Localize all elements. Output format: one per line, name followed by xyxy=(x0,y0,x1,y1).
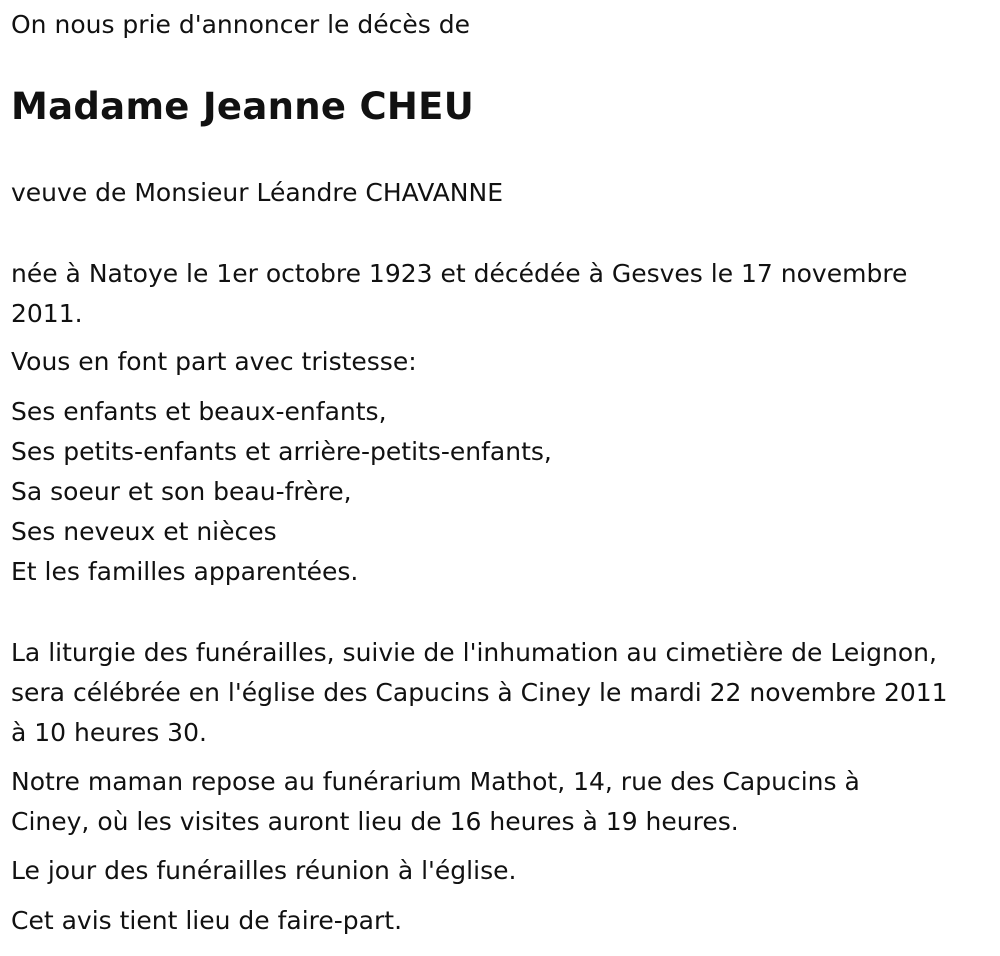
liturgy-paragraph xyxy=(11,633,948,753)
family-item: Ses neveux et nièces xyxy=(11,517,277,546)
liturgy-line: à 10 heures 30. xyxy=(11,718,207,747)
meeting-text: Le jour des funérailles réunion à l'église. xyxy=(11,856,517,885)
birth-line-1: née à Natoye le 1er octobre 1923 et décédée à Gesves le 17 novembre xyxy=(11,259,908,288)
funeral-home-line: Ciney, où les visites auront lieu de 16 heures à 19 heures. xyxy=(11,807,739,836)
family-item: Ses enfants et beaux-enfants, xyxy=(11,397,387,426)
family-item: Sa soeur et son beau-frère, xyxy=(11,477,352,506)
closing-text: Cet avis tient lieu de faire-part. xyxy=(11,906,403,935)
funeral-home-line: Notre maman repose au funérarium Mathot, 14, rue des Capucins à xyxy=(11,767,860,796)
widow-text: veuve de Monsieur Léandre CHAVANNE xyxy=(11,178,503,207)
liturgy-line: La liturgie des funérailles, suivie de l'inhumation au cimetière de Leignon, xyxy=(11,638,937,667)
family-list xyxy=(11,392,552,592)
liturgy-line: sera célébrée en l'église des Capucins à Ciney le mardi 22 novembre 2011 xyxy=(11,678,948,707)
birth-line-2: 2011. xyxy=(11,299,83,328)
birth-death-paragraph xyxy=(11,254,907,334)
announce-text: Vous en font part avec tristesse: xyxy=(11,347,417,376)
funeral-home-paragraph xyxy=(11,762,860,842)
family-item: Et les familles apparentées. xyxy=(11,557,359,586)
intro-text: On nous prie d'annoncer le décès de xyxy=(11,10,470,39)
family-item: Ses petits-enfants et arrière-petits-enfants, xyxy=(11,437,552,466)
deceased-name: Madame Jeanne CHEU xyxy=(11,85,475,128)
